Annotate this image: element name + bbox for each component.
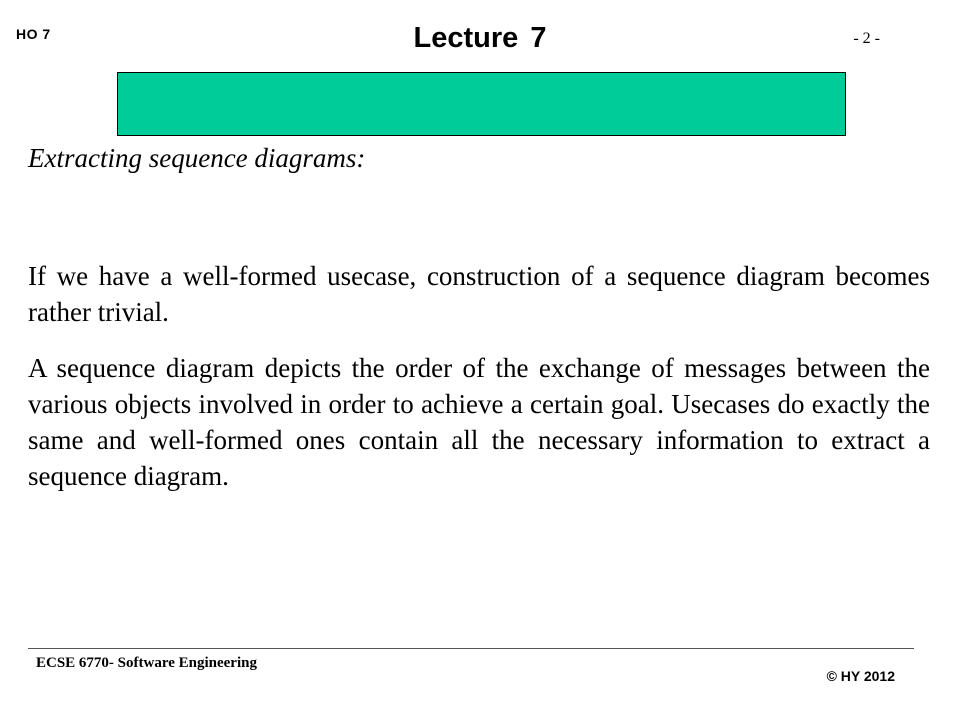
section-heading: Extracting sequence diagrams: bbox=[28, 143, 366, 173]
footer-course: ECSE 6770- Software Engineering bbox=[36, 655, 257, 671]
paragraph-usecase: If we have a well-formed usecase, construction of a sequence diagram becomes rather trivial. bbox=[28, 261, 930, 327]
title-band bbox=[117, 72, 846, 136]
page-number: - 2 - bbox=[853, 30, 880, 47]
handout-label: HO 7 bbox=[16, 26, 51, 42]
footer-divider bbox=[28, 648, 914, 649]
paragraph-sequence-diagram: A sequence diagram depicts the order of the exchange of messages between the various objects involved in order to achieve a certain goal. Usecases do exactly the same and well-formed ones contain all the necessary information to extract a sequence diagram. bbox=[28, 353, 930, 491]
page-title: Lecture 7 bbox=[413, 22, 547, 54]
footer-copyright: © HY 2012 bbox=[826, 668, 895, 684]
